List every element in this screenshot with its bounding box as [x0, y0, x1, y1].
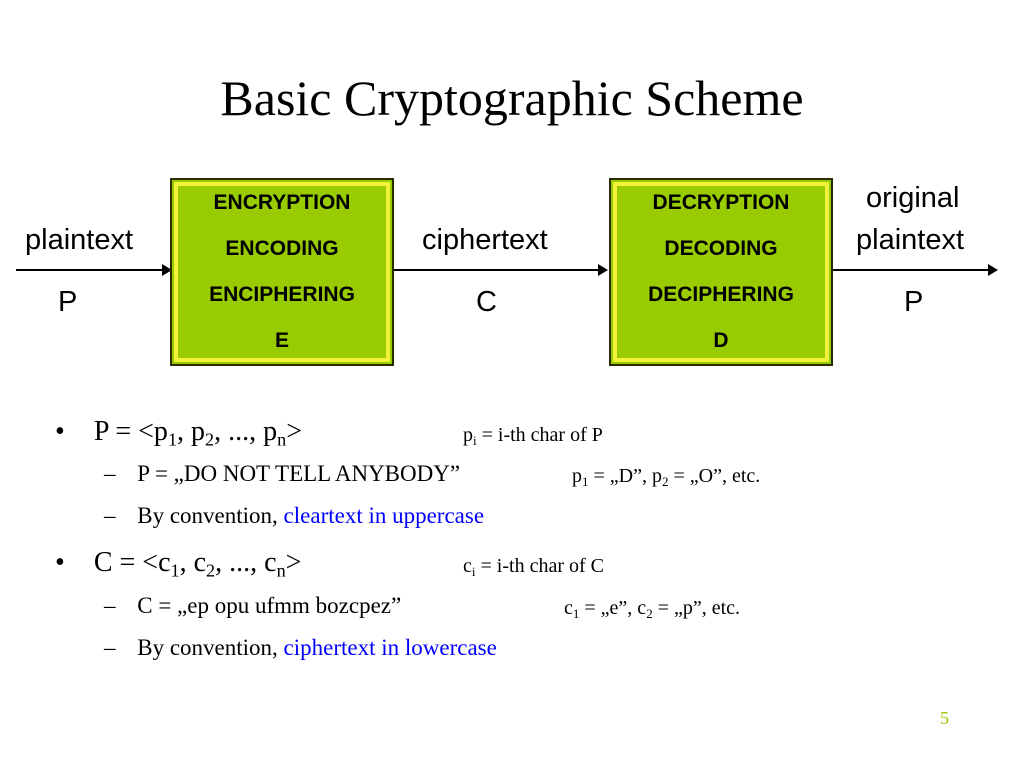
encryption-box: [170, 178, 394, 366]
plaintext-convention-highlight: cleartext in uppercase: [283, 503, 485, 528]
ciphertext-convention-text: By convention,: [137, 635, 284, 660]
plaintext-convention-text: By convention,: [137, 503, 284, 528]
bullet-marker: •: [55, 416, 65, 447]
deciphering-label: DECIPHERING: [648, 283, 794, 306]
ciphertext-example-text: C = „ep opu ufmm bozcpez”: [137, 593, 402, 618]
enciphering-label: ENCIPHERING: [209, 283, 355, 306]
encoding-label: ENCODING: [225, 237, 339, 260]
original-plaintext-symbol: P: [904, 286, 924, 318]
page-number: 5: [940, 708, 949, 728]
decryption-box: [609, 178, 833, 366]
bullet-plaintext-example: [104, 461, 460, 487]
decoding-label: DECODING: [664, 237, 778, 260]
plaintext-example-note: $p_1$ = „D”, $p_2$ = „O”, etc.: [572, 465, 761, 489]
arrow-plaintext-to-encryption: [16, 269, 170, 271]
ciphertext-sequence: $C = <c_1$, $c_2$, ..., $c_n>$: [93, 547, 302, 581]
plaintext-symbol: P: [58, 286, 78, 318]
bullet-ciphertext-definition: [55, 547, 301, 579]
plaintext-example-text: P = „DO NOT TELL ANYBODY”: [137, 461, 461, 486]
slide-title: Basic Cryptographic Scheme: [220, 70, 804, 126]
original-label-line2: plaintext: [856, 224, 965, 256]
bullet-ciphertext-convention: [104, 635, 497, 661]
decryption-label: DECRYPTION: [652, 191, 790, 214]
encryption-label: ENCRYPTION: [213, 191, 351, 214]
original-label-line1: original: [866, 182, 960, 214]
bullet-plaintext-definition: [55, 416, 302, 448]
ciphertext-convention-highlight: ciphertext in lowercase: [283, 635, 497, 660]
ciphertext-example-note: $c_1$ = „e”, $c_2$ = „p”, etc.: [564, 597, 741, 621]
bullet-plaintext-convention: [104, 503, 484, 529]
bullet-ciphertext-example: [104, 593, 401, 619]
decryption-function-label: D: [713, 329, 729, 352]
dash-marker: –: [104, 461, 116, 486]
plaintext-sequence: $P = <p_1$, $p_2$, ..., $p_n>$: [93, 416, 303, 450]
ciphertext-char-note: $c_i = i-th$ char of C: [463, 555, 604, 579]
encryption-function-label: E: [274, 329, 289, 352]
ciphertext-label: ciphertext: [422, 224, 548, 256]
plaintext-char-note: $p_i = i-th$ char of P: [463, 424, 603, 448]
dash-marker: –: [104, 593, 116, 618]
dash-marker: –: [104, 503, 116, 528]
ciphertext-symbol: C: [476, 286, 497, 318]
arrow-encryption-to-decryption: [394, 269, 606, 271]
dash-marker: –: [104, 635, 116, 660]
arrow-decryption-to-output: [833, 269, 996, 271]
bullet-marker: •: [55, 547, 65, 578]
plaintext-label: plaintext: [25, 224, 134, 256]
